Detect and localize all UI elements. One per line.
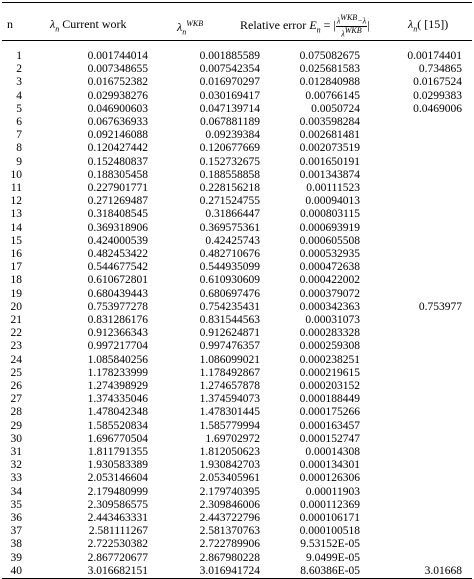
cell-wkb: 1.374594073 [199,393,260,406]
table-row [0,261,474,274]
table-row [0,235,474,248]
cell-relative-error: 0.00111523 [306,182,360,194]
cell-reference: 0.0167524 [413,76,462,89]
cell-current-work: 0.482453422 [87,248,148,260]
cell-relative-error: 0.000532935 [299,248,360,260]
cell-current-work: 1.811791355 [88,446,148,458]
cell-n: 13 [10,208,22,221]
cell-relative-error: 0.00094013 [305,195,360,208]
table-row [0,340,474,353]
table-row [0,50,474,63]
cell-n: 12 [10,195,22,208]
cell-relative-error: 0.000379072 [299,287,360,300]
cell-current-work: 0.753977278 [87,300,148,313]
table-row [0,459,474,472]
cell-reference: 3.01668 [424,564,462,577]
cell-wkb: 0.912624871 [199,327,260,340]
cell-wkb: 0.610930609 [199,274,260,287]
header-reference: $\lambda_n$( [15]) [408,17,449,34]
table-row [0,195,474,208]
table-row [0,90,474,103]
table-row [0,248,474,261]
cell-relative-error: 0.002681481 [299,129,360,142]
cell-n: 24 [10,353,22,366]
cell-relative-error: 0.000472638 [299,261,360,274]
cell-relative-error: 0.00011903 [305,485,360,498]
cell-n: 33 [10,472,22,485]
cell-n: 17 [10,261,22,274]
table-row [0,103,474,116]
cell-relative-error: 9.0499E-05 [306,551,360,564]
cell-reference: 0.0469006 [413,102,462,115]
cell-n: 23 [10,340,22,353]
cell-relative-error: 0.000100518 [299,525,360,538]
relative-error-fraction: $\frac{\lambda^{WKB}-\lambda}{\lambda^{WKB}}$ [336,13,367,39]
table-row [0,301,474,314]
cell-current-work: 0.007348655 [87,63,148,76]
cell-relative-error: 0.000283328 [299,327,360,340]
cell-relative-error: 0.00014308 [305,446,360,458]
cell-relative-error: 0.003598284 [299,116,360,128]
table-row [0,156,474,169]
cell-current-work: 1.478042348 [87,406,148,419]
cell-wkb: 0.09239384 [205,129,260,142]
cell-n: 2 [16,63,22,76]
cell-wkb: 0.030169417 [199,89,260,102]
cell-relative-error: 0.000126306 [299,472,360,485]
cell-current-work: 2.179480999 [87,485,148,498]
cell-n: 14 [10,221,22,234]
cell-relative-error: 8.60386E-05 [300,564,360,577]
cell-n: 40 [10,564,22,577]
cell-wkb: 2.179740395 [199,485,260,498]
table-row [0,367,474,380]
cell-n: 19 [10,287,22,300]
cell-current-work: 0.001744014 [87,50,148,62]
table-row [0,76,474,89]
cell-relative-error: 0.0050724 [311,102,360,115]
cell-current-work: 1.374335046 [87,393,148,406]
cell-n: 26 [10,380,22,392]
cell-current-work: 0.369318906 [87,221,148,234]
table-row [0,433,474,446]
cell-n: 11 [10,182,22,194]
table-row [0,182,474,195]
cell-reference: 0.734865 [418,63,462,76]
cell-n: 22 [10,327,22,340]
table-row [0,565,474,578]
cell-wkb: 0.001885589 [199,50,260,62]
cell-wkb: 1.274657878 [199,380,260,392]
cell-relative-error: 0.000259308 [299,340,360,353]
cell-relative-error: 0.000188449 [299,393,360,406]
cell-n: 37 [10,525,22,538]
cell-current-work: 0.120427442 [87,142,148,155]
cell-current-work: 0.016752382 [87,76,148,89]
cell-n: 9 [16,155,22,168]
cell-current-work: 0.029938276 [87,89,148,102]
cell-n: 25 [10,366,22,379]
cell-wkb: 0.016970297 [199,76,260,89]
cell-wkb: 0.369575361 [199,221,260,234]
cell-relative-error: 0.000112369 [300,498,360,511]
cell-n: 20 [10,300,22,313]
cell-wkb: 0.152732675 [199,155,260,168]
cell-current-work: 0.544677542 [87,261,148,274]
cell-relative-error: 0.012840988 [299,76,360,89]
cell-wkb: 0.754235431 [199,300,260,313]
cell-n: 18 [10,274,22,287]
cell-relative-error: 0.000203152 [299,380,360,392]
table-row [0,116,474,129]
cell-n: 8 [16,142,22,155]
cell-wkb: 0.997476357 [199,340,260,353]
cell-relative-error: 0.000605508 [299,234,360,247]
cell-wkb: 0.271524755 [199,195,260,208]
cell-n: 15 [10,234,22,247]
cell-relative-error: 0.000693919 [299,221,360,234]
cell-relative-error: 0.000238251 [299,353,360,366]
table-row [0,472,474,485]
table-row [0,512,474,525]
cell-relative-error: 0.001650191 [299,155,360,168]
cell-current-work: 1.178233999 [87,366,148,379]
cell-relative-error: 0.000803115 [300,208,360,221]
cell-wkb: 0.31866447 [205,208,260,221]
cell-current-work: 1.930583389 [87,459,148,472]
table-top-rule [2,2,472,3]
cell-n: 38 [10,538,22,551]
cell-current-work: 1.274398929 [87,380,148,392]
cell-wkb: 0.047139714 [199,102,260,115]
cell-current-work: 2.581111267 [88,525,148,538]
cell-current-work: 0.912366343 [87,327,148,340]
cell-n: 39 [10,551,22,564]
cell-reference: 0.753977 [418,300,462,313]
cell-wkb: 2.053405961 [199,472,260,485]
cell-n: 3 [16,76,22,89]
cell-current-work: 0.092146088 [87,129,148,142]
cell-n: 32 [10,459,22,472]
cell-relative-error: 0.000134301 [299,459,360,472]
cell-wkb: 2.309846006 [199,498,260,511]
table-row [0,420,474,433]
cell-n: 28 [10,406,22,419]
table-row [0,142,474,155]
table-row [0,208,474,221]
table-row [0,288,474,301]
cell-relative-error: 0.000163457 [299,419,360,432]
cell-wkb: 0.544935099 [199,261,260,274]
cell-n: 21 [10,314,22,326]
header-relative-error: Relative error $E_n$ = | $\frac{\lambda^{WKB}-\lambda}{\lambda^{WKB}}$ | [240,13,370,39]
cell-wkb: 0.067881189 [200,116,260,128]
cell-current-work: 0.046900603 [87,102,148,115]
cell-n: 35 [10,498,22,511]
cell-n: 16 [10,248,22,260]
cell-relative-error: 0.00766145 [305,89,360,102]
cell-current-work: 1.585520834 [87,419,148,432]
cell-current-work: 0.271269487 [87,195,148,208]
cell-current-work: 2.867720677 [87,551,148,564]
cell-relative-error: 0.001343874 [299,168,360,181]
cell-wkb: 0.831544563 [199,314,260,326]
cell-wkb: 0.42425743 [205,234,260,247]
table-row [0,129,474,142]
cell-wkb: 2.722789906 [199,538,260,551]
cell-current-work: 0.227901771 [87,182,148,194]
cell-current-work: 0.152480837 [87,155,148,168]
table-row [0,327,474,340]
cell-current-work: 1.085840256 [87,353,148,366]
cell-current-work: 0.188305458 [87,168,148,181]
cell-relative-error: 0.000422002 [299,274,360,287]
cell-current-work: 0.997217704 [87,340,148,353]
table-row [0,486,474,499]
cell-wkb: 1.930842703 [199,459,260,472]
cell-n: 30 [10,432,22,445]
table-row [0,406,474,419]
table-row [0,393,474,406]
cell-n: 34 [10,485,22,498]
table-row [0,354,474,367]
cell-current-work: 3.016682151 [87,564,148,577]
cell-n: 6 [16,116,22,128]
cell-wkb: 2.581370763 [199,525,260,538]
table-row [0,274,474,287]
cell-reference: 0.00174401 [407,50,462,62]
cell-relative-error: 0.075082675 [299,50,360,62]
header-wkb: $\lambda_n^{WKB}$ [177,19,204,37]
table-row [0,63,474,76]
cell-relative-error: 0.000219615 [299,366,360,379]
cell-current-work: 0.831286176 [87,314,148,326]
cell-reference: 0.0299383 [413,89,462,102]
cell-wkb: 2.867980228 [199,551,260,564]
cell-wkb: 0.007542354 [199,63,260,76]
cell-n: 29 [10,419,22,432]
cell-n: 31 [10,446,22,458]
cell-wkb: 3.016941724 [199,564,260,577]
table-row [0,169,474,182]
cell-wkb: 1.478301445 [199,406,260,419]
table-row [0,525,474,538]
cell-n: 7 [16,129,22,142]
table-header-rule [2,40,472,41]
cell-n: 5 [16,102,22,115]
cell-current-work: 2.053146604 [87,472,148,485]
cell-wkb: 1.585779994 [199,419,260,432]
cell-relative-error: 0.000175266 [299,406,360,419]
table-row [0,499,474,512]
cell-n: 10 [10,168,22,181]
cell-wkb: 0.680697476 [199,287,260,300]
table-row [0,538,474,551]
cell-n: 1 [16,50,22,62]
cell-wkb: 0.188558858 [199,168,260,181]
cell-n: 36 [10,512,22,524]
cell-wkb: 0.482710676 [199,248,260,260]
cell-n: 27 [10,393,22,406]
cell-current-work: 0.424000539 [87,234,148,247]
header-current-work: $\lambda_n$ Current work [50,17,127,34]
cell-current-work: 2.722530382 [87,538,148,551]
cell-relative-error: 9.53152E-05 [300,538,360,551]
cell-current-work: 1.696770504 [87,432,148,445]
cell-current-work: 0.610672801 [87,274,148,287]
cell-relative-error: 0.000106171 [299,512,360,524]
cell-current-work: 0.680439443 [87,287,148,300]
table-row [0,552,474,565]
cell-current-work: 0.318408545 [87,208,148,221]
table-row [0,380,474,393]
table-row [0,446,474,459]
cell-relative-error: 0.025681583 [299,63,360,76]
cell-current-work: 0.067636933 [87,116,148,128]
table-row [0,222,474,235]
cell-wkb: 2.443722796 [199,512,260,524]
cell-wkb: 1.69702972 [205,432,260,445]
cell-wkb: 0.228156218 [199,182,260,194]
cell-relative-error: 0.002073519 [299,142,360,155]
cell-relative-error: 0.00031073 [305,314,360,326]
cell-relative-error: 0.000152747 [299,432,360,445]
header-n: n [7,17,13,31]
cell-wkb: 1.178492867 [199,366,260,379]
cell-n: 4 [16,89,22,102]
cell-wkb: 1.086099021 [199,353,260,366]
cell-current-work: 2.443463331 [87,512,148,524]
cell-wkb: 1.812050623 [199,446,260,458]
table-row [0,314,474,327]
cell-wkb: 0.120677669 [199,142,260,155]
cell-relative-error: 0.000342363 [299,300,360,313]
cell-current-work: 2.309586575 [87,498,148,511]
